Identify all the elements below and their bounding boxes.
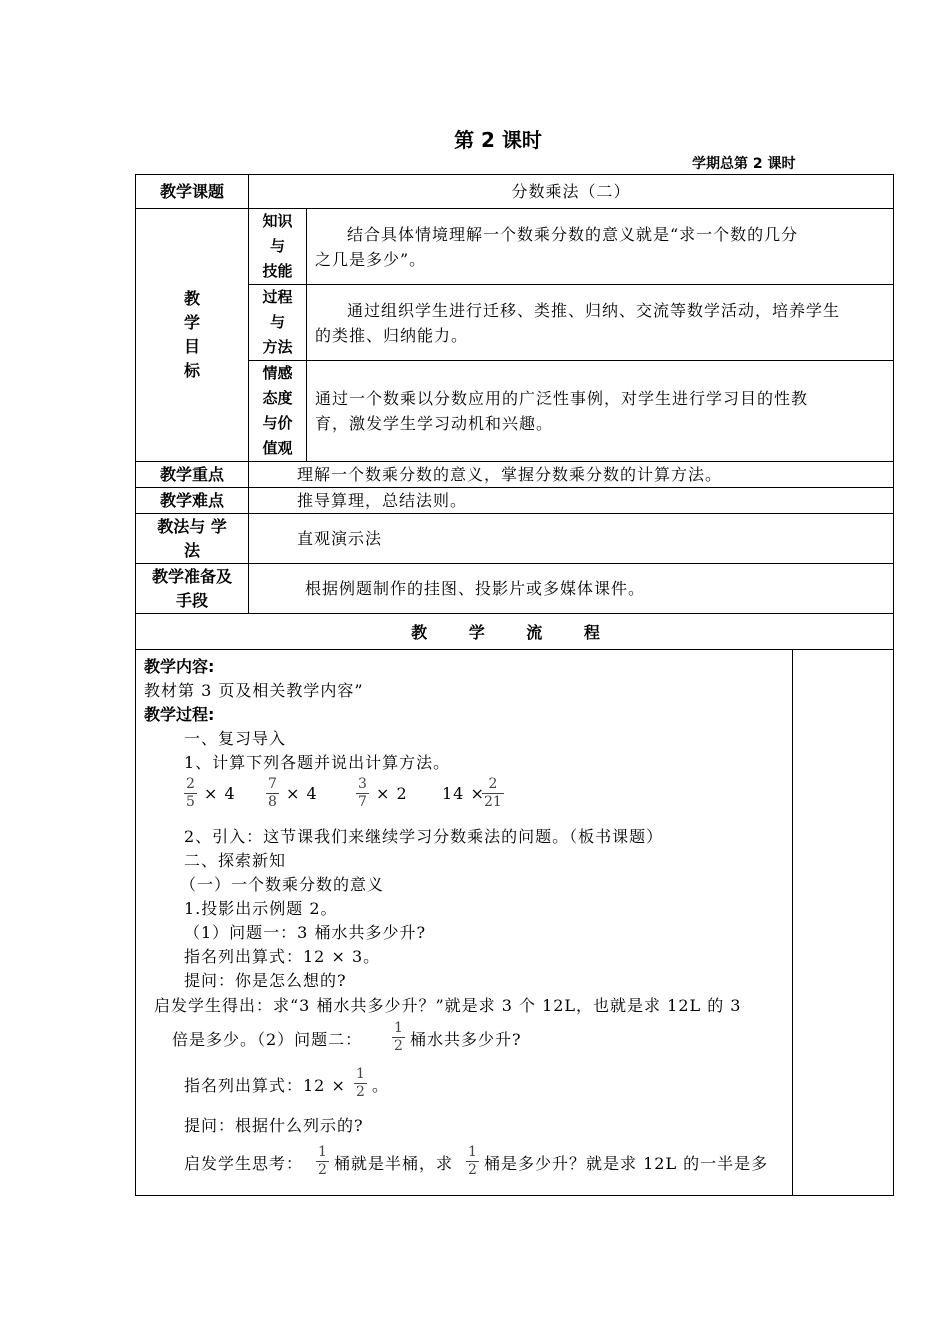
formula-half-end: 。: [372, 1076, 390, 1095]
formula-line: 指名列出算式：12 × 3。: [184, 947, 381, 966]
exercise-operator: 14 ×: [442, 784, 485, 803]
think-line: 启发学生思考：: [184, 1154, 304, 1173]
method-value: 直观演示法: [249, 514, 894, 564]
exercise-intro: 1、计算下列各题并说出计算方法。: [184, 753, 451, 772]
method-label: 教法与 学 法: [136, 514, 249, 564]
goal-attitude-text: 通过一个数乘以分数应用的广泛性事例，对学生进行学习目的性教 育，激发学生学习动机和兴趣。: [307, 361, 894, 462]
example-line: 1.投影出示例题 2。: [184, 899, 338, 918]
fraction: $\frac{1}{2}$: [468, 1144, 477, 1178]
fraction: $\frac{7}{8}$: [268, 776, 277, 810]
key-point-value: 理解一个数乘分数的意义，掌握分数乘分数的计算方法。: [249, 462, 894, 488]
topic-label: 教学课题: [136, 175, 249, 209]
content-text: 教材第 3 页及相关教学内容”: [144, 681, 364, 700]
question-two-rest: 桶水共多少升?: [410, 1030, 522, 1049]
preparation-value: 根据例题制作的挂图、投影片或多媒体课件。: [249, 564, 894, 614]
intro-line: 2、引入：这节课我们来继续学习分数乘法的问题。（板书课题）: [184, 827, 664, 846]
goal-attitude-label: 情感 态度 与价 值观: [249, 361, 307, 462]
topic-value: 分数乘法（二）: [249, 175, 894, 209]
process-heading: 教学过程:: [144, 705, 215, 724]
teaching-content: [136, 650, 793, 1196]
fraction: $\frac{2}{5}$: [186, 776, 195, 810]
fraction: $\frac{1}{2}$: [318, 1144, 327, 1178]
ask-basis: 提问：根据什么列示的?: [184, 1116, 364, 1135]
question-one: （1）问题一：3 桶水共多少升?: [184, 923, 427, 942]
difficulty-label: 教学难点: [136, 488, 249, 514]
goal-knowledge-text: 结合具体情境理解一个数乘分数的意义就是“求一个数的几分 之几是多少”。: [307, 209, 894, 285]
goal-process-text: 通过组织学生进行迁移、类推、归纳、交流等数学活动，培养学生 的类推、归纳能力。: [307, 285, 894, 361]
teaching-flow-title: 教 学 流 程: [136, 614, 894, 650]
preparation-label: 教学准备及 手段: [136, 564, 249, 614]
content-heading: 教学内容:: [144, 657, 215, 676]
page-title: 第 2 课时: [454, 128, 542, 152]
formula-half: 指名列出算式：12 ×: [184, 1076, 346, 1095]
fraction: $\frac{1}{2}$: [356, 1066, 365, 1100]
think-line-mid: 桶就是半桶，求: [334, 1154, 454, 1173]
exercise-operator: × 2: [376, 784, 408, 803]
subsection-meaning: （一）一个数乘分数的意义: [180, 875, 385, 894]
period-label: 学期总第 2 课时: [692, 156, 796, 172]
goals-label: 教 学 目 标: [136, 209, 249, 462]
exercise-operator: × 4: [286, 784, 318, 803]
section-review: 一、复习导入: [184, 729, 287, 748]
goal-knowledge-label: 知识 与 技能: [249, 209, 307, 285]
exercise-operator: × 4: [204, 784, 236, 803]
fraction: $\frac{3}{7}$: [358, 776, 367, 810]
ask-line: 提问：你是怎么想的?: [184, 971, 347, 990]
goal-process-label: 过程 与 方法: [249, 285, 307, 361]
question-two: 倍是多少。（2）问题二：: [172, 1030, 363, 1049]
think-line-end: 桶是多少升？就是求 12L 的一半是多: [484, 1154, 769, 1173]
fraction: $\frac{1}{2}$: [394, 1020, 403, 1054]
key-point-label: 教学重点: [136, 462, 249, 488]
fraction: $\frac{2}{21}$: [484, 776, 502, 810]
section-explore: 二、探索新知: [184, 851, 287, 870]
difficulty-value: 推导算理，总结法则。: [249, 488, 894, 514]
guide-line: 启发学生得出：求“3 桶水共多少升？”就是求 3 个 12L，也就是求 12L 的 3: [154, 996, 742, 1015]
lesson-plan-table: [135, 174, 894, 1196]
notes-column: [793, 650, 894, 1196]
